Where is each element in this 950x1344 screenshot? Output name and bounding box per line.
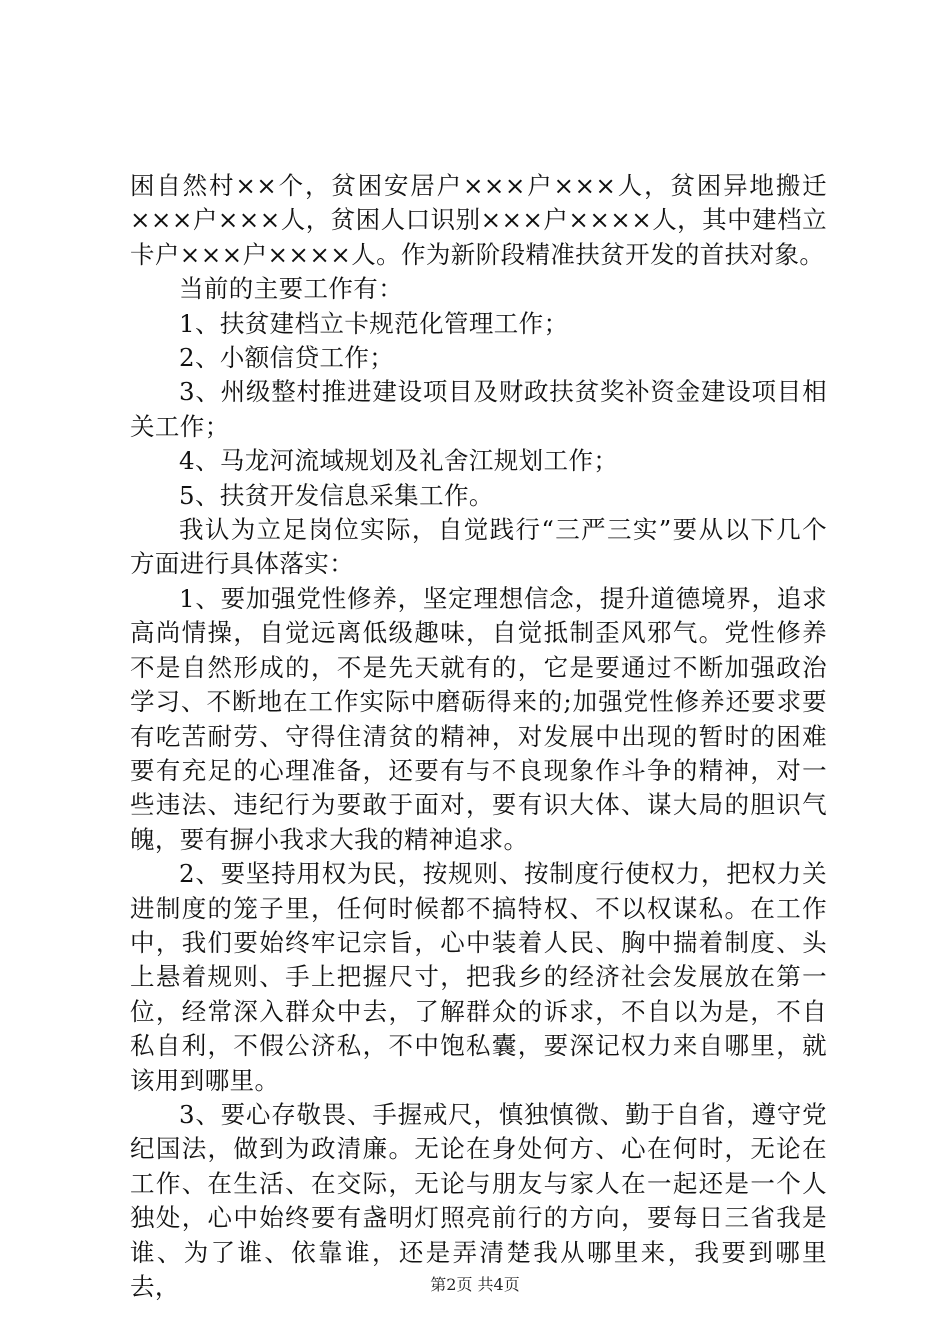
page-footer: 第2页 共4页 — [430, 1275, 520, 1294]
list-item-2: 2、小额信贷工作； — [179, 343, 395, 373]
point-2: 2、要坚持用权为民，按规则、按制度行使权力，把权力关进制度的笼子里，任何时候都不搞特权、不以权谋私。在工作中，我们要始终牢记宗旨，心中装着人民、胸中揣着制度、头上悬着规则、手上把握尺寸，把我乡的经济社会发展放在第一位，经常深入群众中去，了解群众的诉求，不自以为是，不自私自利，不假公济私，不中饱私囊，要深记权力来自哪里，就该用到哪里。 — [130, 859, 827, 1095]
list-item-4: 4、马龙河流域规划及礼舍江规划工作； — [179, 446, 619, 476]
point-3: 3、要心存敬畏、手握戒尺，慎独慎微、勤于自省，遵守党纪国法，做到为政清廉。无论在身处何方、心在何时，无论在工作、在生活、在交际，无论与朋友与家人在一起还是一个人独处，心中始终要有盏明灯照亮前行的方向，要每日三省我是谁、为了谁、依靠谁，还是弄清楚我从哪里来，我要到哪里去， — [130, 1099, 827, 1301]
paragraph-1: 困自然村××个，贫困安居户×××户×××人，贫困异地搬迁×××户×××人，贫困人口识别×××户××××人，其中建档立卡户×××户××××人。作为新阶段精准扶贫开发的首扶对象。 — [130, 171, 827, 269]
list-item-1: 1、扶贫建档立卡规范化管理工作； — [179, 308, 569, 338]
list-item-5: 5、扶贫开发信息采集工作。 — [179, 480, 494, 510]
paragraph-3: 我认为立足岗位实际，自觉践行“三严三实”要从以下几个方面进行具体落实： — [130, 515, 827, 579]
paragraph-2: 当前的主要工作有： — [179, 274, 404, 304]
list-item-3: 3、州级整村推进建设项目及财政扶贫奖补资金建设项目相关工作； — [130, 377, 827, 441]
document-body — [130, 169, 827, 1304]
point-1: 1、要加强党性修养，坚定理想信念，提升道德境界，追求高尚情操，自觉远离低级趣味，自觉抵制歪风邪气。党性修养不是自然形成的，不是先天就有的，它是要通过不断加强政治学习、不断地在工作实际中磨砺得来的;加强党性修养还要求要有吃苦耐劳、守得住清贫的精神，对发展中出现的暂时的困难要有充足的心理准备，还要有与不良现象作斗争的精神，对一些违法、违纪行为要敢于面对，要有识大体、谋大局的胆识气魄，要有摒小我求大我的精神追求。 — [130, 583, 827, 854]
